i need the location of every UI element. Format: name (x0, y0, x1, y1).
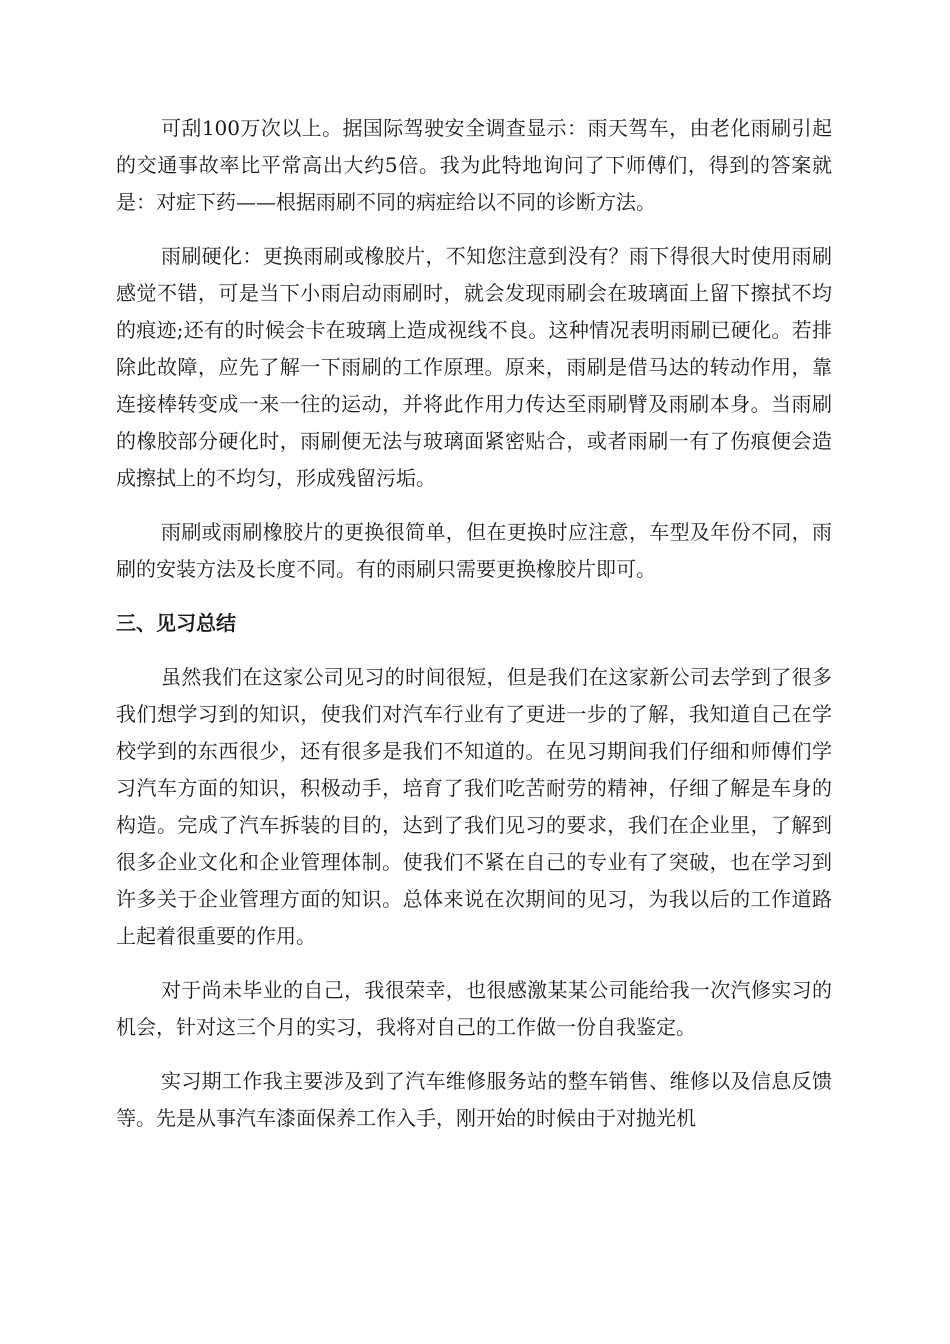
paragraph-summary-intro: 虽然我们在这家公司见习的时间很短，但是我们在这家新公司去学到了很多我们想学习到的知识，使我们对汽车行业有了更进一步的了解，我知道自己在学校学到的东西很少，还有很多是我们不知道的。在见习期间我们仔细和师傅们学习汽车方面的知识，积极动手，培育了我们吃苦耐劳的精神，仔细了解是车身的构造。完成了汽车拆装的目的，达到了我们见习的要求，我们在企业里，了解到很多企业文化和企业管理体制。使我们不紧在自己的专业有了突破，也在学习到许多关于企业管理方面的知识。总体来说在次期间的见习，为我以后的工作道路上起着很重要的作用。 (116, 665, 832, 948)
paragraph-wiper-hardening: 雨刷硬化：更换雨刷或橡胶片，不知您注意到没有？雨下得很大时使用雨刷感觉不错，可是当下小雨启动雨刷时，就会发现雨刷会在玻璃面上留下擦拭不均的痕迹;还有的时候会卡在玻璃上造成视线不良。这种情况表明雨刷已硬化。若排除此故障，应先了解一下雨刷的工作原理。原来，雨刷是借马达的转动作用，靠连接棒转变成一来一往的运动，并将此作用力传达至雨刷臂及雨刷本身。当雨刷的橡胶部分硬化时，雨刷便无法与玻璃面紧密贴合，或者雨刷一有了伤痕便会造成擦拭上的不均匀，形成残留污垢。 (116, 244, 832, 490)
paragraph-wiper-replacement: 雨刷或雨刷橡胶片的更换很简单，但在更换时应注意，车型及年份不同，雨刷的安装方法及长度不同。有的雨刷只需要更换橡胶片即可。 (116, 520, 832, 581)
section-heading: 三、见习总结 (116, 611, 236, 635)
paragraph-wiper-aging: 可刮100万次以上。据国际驾驶安全调查显示：雨天驾车，由老化雨刷引起的交通事故率比平常高出大约5倍。我为此特地询问了下师傅们，得到的答案就是：对症下药——根据雨刷不同的病症给以不同的诊断方法。 (116, 116, 832, 214)
paragraph-summary-work: 实习期工作我主要涉及到了汽车维修服务站的整车销售、维修以及信息反馈等。先是从事汽车漆面保养工作入手，刚开始的时候由于对抛光机 (116, 1069, 832, 1130)
document-page (116, 110, 832, 1154)
paragraph-summary-gratitude: 对于尚未毕业的自己，我很荣幸，也很感激某某公司能给我一次汽修实习的机会，针对这三个月的实习，我将对自己的工作做一份自我鉴定。 (116, 978, 832, 1039)
